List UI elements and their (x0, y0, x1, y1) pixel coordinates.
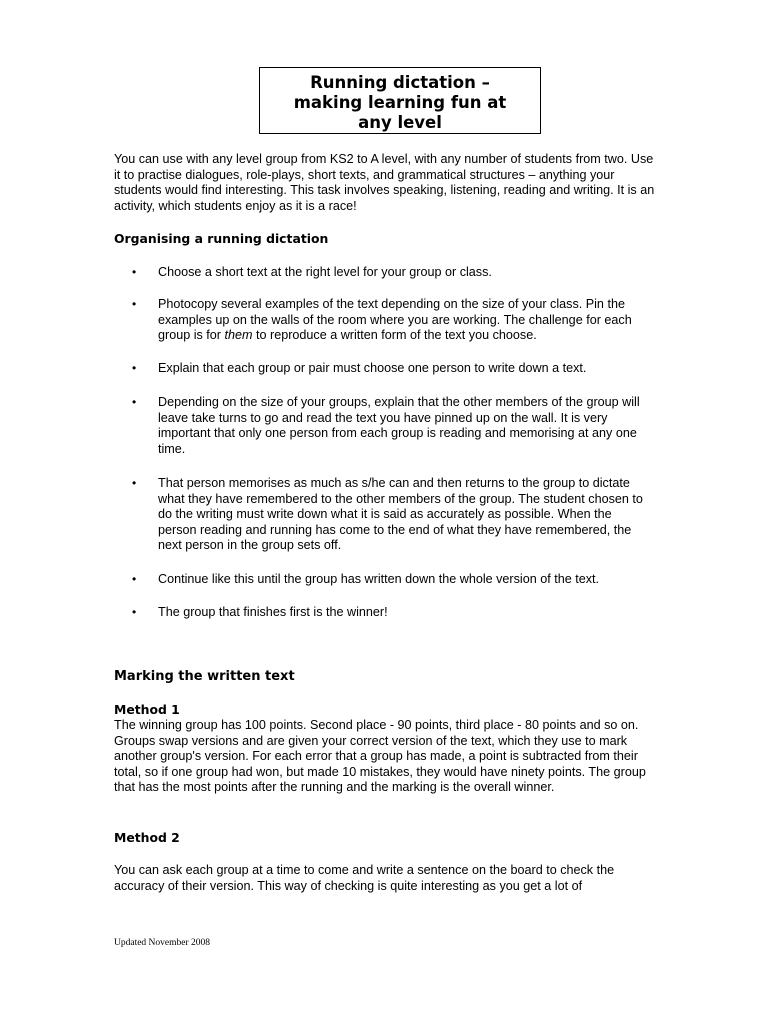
bullet-item (132, 572, 652, 588)
bullet-text: That person memorises as much as s/he can and then returns to the group to dictate what they have remembered to the other members of the group. The student chosen to do the writing must write down what it is said as accurately as possible. When the person reading and running has come to the end of what they have remembered, the next person in the group sets off. (158, 476, 643, 553)
bullet-text-start: Photocopy several examples of the text depending on the size of your class. Pin the examples up on the walls of the room where you are working. The challenge for each group is for (158, 297, 632, 343)
intro-paragraph: You can use with any level group from KS2 to A level, with any number of students from two. Use it to practise dialogues, role-plays, short texts, and grammatical structures – anything your students would find interesting. This task involves speaking, listening, reading and writing. It is an activity, which students enjoy as it is a race! (114, 152, 655, 213)
bullet-text: The group that finishes first is the winner! (158, 605, 388, 619)
bullet-dot: • (132, 476, 137, 490)
marking-heading: Marking the written text (114, 669, 295, 684)
method-2-paragraph: You can ask each group at a time to come and write a sentence on the board to check the accuracy of their version. This way of checking is quite interesting as you get a lot of (114, 863, 615, 893)
bullet-text: Continue like this until the group has written down the whole version of the text. (158, 572, 600, 586)
title-line-3: any level (358, 113, 442, 132)
bullet-item (132, 297, 652, 344)
bullet-text: Choose a short text at the right level for your group or class. (158, 265, 492, 279)
bullet-text: Depending on the size of your groups, explain that the other members of the group will leave take turns to go and read the text you have pinned up on the wall. It is very important that only one person from each group is reading and memorising at any one time. (158, 395, 640, 456)
bullet-text (158, 297, 652, 344)
bullet-dot: • (132, 265, 137, 279)
footer-updated: Updated November 2008 (114, 938, 211, 948)
organising-heading: Organising a running dictation (114, 231, 329, 246)
title-box (259, 67, 541, 134)
method-1-paragraph: The winning group has 100 points. Second place - 90 points, third place - 80 points and so on. Groups swap versions and are given your correct version of the text, which they use to mark another group's version. For each error that a group has made, a point is subtracted from their total, so if one group had won, but made 10 mistakes, they would have ninety points. The group that has the most points after the running and the marking is the overall winner. (114, 718, 646, 795)
bullet-item (132, 605, 652, 621)
bullet-dot: • (132, 572, 137, 586)
bullet-text: Explain that each group or pair must choose one person to write down a text. (158, 361, 587, 375)
bullet-item (132, 476, 652, 554)
method-1-heading: Method 1 (114, 702, 180, 717)
bullet-dot: • (132, 361, 137, 375)
bullet-text-end: to reproduce a written form of the text you choose. (252, 328, 537, 343)
title-line-1: Running dictation – (310, 73, 490, 92)
bullet-text-italic: them (224, 328, 253, 343)
bullet-dot: • (132, 605, 137, 619)
method-2-heading: Method 2 (114, 830, 180, 845)
bullet-item (132, 361, 652, 377)
bullet-dot: • (132, 395, 137, 409)
bullet-item (132, 265, 652, 281)
bullet-item (132, 395, 652, 457)
bullet-dot: • (132, 297, 137, 311)
title-line-2: making learning fun at (293, 93, 507, 112)
